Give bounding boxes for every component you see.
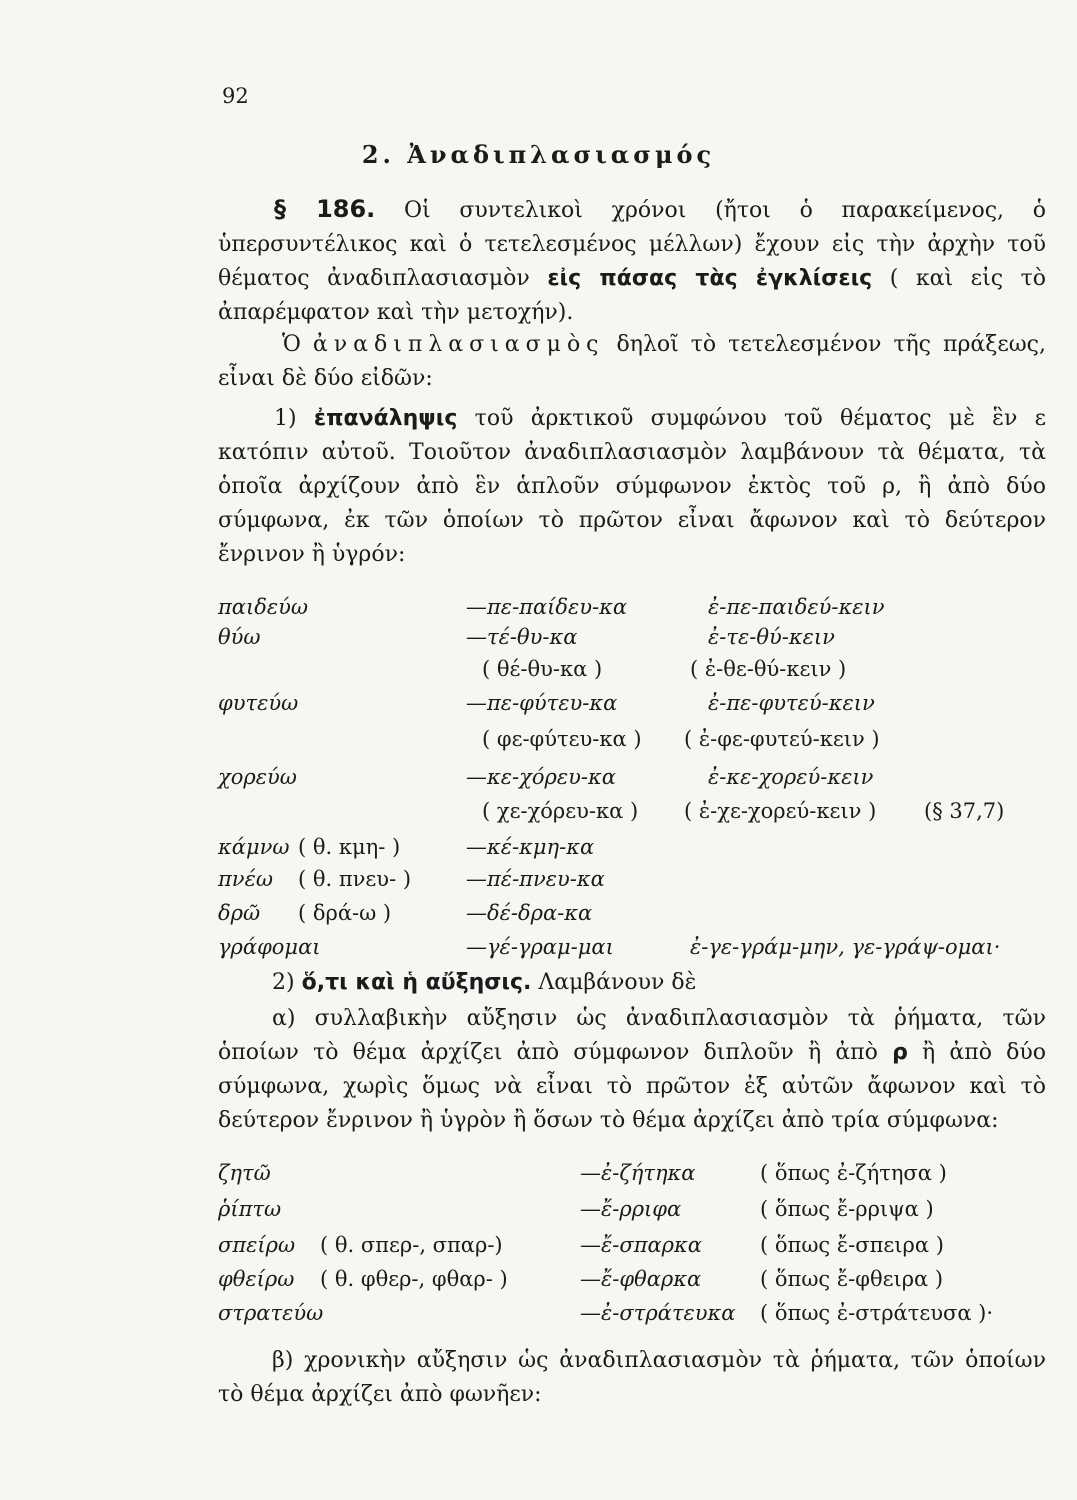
table1-perf: —κε-χόρευ-κα — [466, 765, 616, 789]
table1-verb: φυτεύω — [218, 691, 299, 715]
table2-stem: ( θ. φθερ-, φθαρ- ) — [320, 1267, 508, 1291]
table2-stem: ( θ. σπερ-, σπαρ-) — [320, 1233, 503, 1257]
table2-comparison: ( ὅπως ἔ-φθειρα ) — [760, 1267, 944, 1291]
table1-stem: ( θ. κμη- ) — [298, 835, 401, 859]
table2-comparison: ( ὅπως ἐ-στράτευσα )· — [760, 1301, 994, 1325]
table1-perf: —γέ-γραμ-μαι — [466, 935, 614, 959]
table1-verb: θύω — [218, 625, 261, 649]
table1-perf: —πέ-πνευ-κα — [466, 867, 605, 891]
table1-perf: —τέ-θυ-κα — [466, 625, 578, 649]
table1-plup-alt: ( ἐ-χε-χορεύ-κειν ) — [684, 799, 877, 823]
table1-perf: —πε-φύτευ-κα — [466, 691, 618, 715]
table1-plup: ἐ-πε-φυτεύ-κειν — [708, 691, 875, 715]
item-1-bold: ἐπανάληψις — [313, 406, 458, 431]
page-number: 92 — [222, 84, 249, 108]
item-2a-text2: ἢ ἀπὸ δύο σύμφωνα, χωρὶς ὅμως νὰ εἶναι τὸ πρῶτον ἐξ αὐτῶν ἄφωνον καὶ τὸ δεύτερον ἔνρινον ἢ ὑγρὸν ἢ ὅσων τὸ θέμα ἀρχίζει ἀπὸ τρία σύμφωνα: — [218, 1040, 1046, 1133]
table1-perf-alt: ( φε-φύτευ-κα ) — [482, 727, 642, 751]
table1-plup-alt: ( ἐ-φε-φυτεύ-κειν ) — [684, 727, 880, 751]
table1-plup: ἐ-τε-θύ-κειν — [708, 625, 835, 649]
table2-verb: στρατεύω — [218, 1301, 324, 1325]
table1-verb: κάμνω — [218, 835, 290, 859]
table1-perf-alt: ( θέ-θυ-κα ) — [482, 657, 603, 681]
item-2b: β) χρονικὴν αὔξησιν ὡς ἀναδιπλασιασμὸν τὰ ῥήματα, τῶν ὁποίων τὸ θέμα ἀρχίζει ἀπὸ φωνῆεν: — [218, 1348, 1046, 1407]
table1-perf: —πε-παίδευ-κα — [466, 595, 628, 619]
table1-stem: ( δρά-ω ) — [298, 901, 392, 925]
item-2a-bold: ρ — [892, 1040, 908, 1065]
table1-verb: γράφομαι — [218, 935, 321, 959]
item-2-bold: ὅ,τι καὶ ἡ αὔξησις. — [301, 970, 532, 995]
table1-plup: ἐ-κε-χορεύ-κειν — [708, 765, 874, 789]
item-2a-text1: α) συλλαβικὴν αὔξησιν ὡς ἀναδιπλασιασμὸν τὰ ῥήματα, τῶν ὁποίων τὸ θέμα ἀρχίζει ἀπὸ σύμφωνον διπλοῦν ἢ ἀπὸ — [218, 1006, 1046, 1065]
kinds-rest: δηλοῖ τὸ τετελεσμένον τῆς πράξεως, εἶναι δὲ δύο εἰδῶν: — [218, 332, 1046, 391]
table1-verb: χορεύω — [218, 765, 297, 789]
table1-perf: —δέ-δρα-κα — [466, 901, 593, 925]
table2-perf: —ἔ-σπαρκα — [580, 1233, 702, 1257]
paragraph-186-text2: ( καὶ εἰς τὸ ἀπαρέμφατον καὶ τὴν μετοχήν). — [218, 266, 1046, 325]
table1-verb: παιδεύω — [218, 595, 309, 619]
table1-stem: ( θ. πνευ- ) — [298, 867, 412, 891]
table2-comparison: ( ὅπως ἔ-ρριψα ) — [760, 1197, 934, 1221]
item-2-text: Λαμβάνουν δὲ — [538, 970, 697, 995]
table1-plup: ἐ-γε-γράμ-μην, γε-γράψ-ομαι· — [690, 935, 1001, 959]
item-1-number: 1) — [274, 406, 297, 431]
paragraph-kinds — [218, 328, 1046, 396]
table1-plup-alt: ( ἐ-θε-θύ-κειν ) — [690, 657, 847, 681]
section-title: 2. Ἀναδιπλασιασμός — [361, 140, 716, 169]
table2-verb: ζητῶ — [218, 1161, 271, 1185]
item-2-number: 2) — [272, 970, 295, 995]
table1-perf-alt: ( χε-χόρευ-κα ) — [482, 799, 639, 823]
table2-verb: ῥίπτω — [218, 1197, 282, 1221]
table2-perf: —ἐ-ζήτηκα — [580, 1161, 696, 1185]
table1-perf: —κέ-κμη-κα — [466, 835, 595, 859]
kinds-lead: Ὁ — [282, 332, 301, 357]
item-2a — [218, 1002, 1046, 1138]
table2-perf: —ἔ-ρριφα — [580, 1197, 682, 1221]
section-reference: (§ 37,7) — [924, 799, 1005, 823]
table2-perf: —ἐ-στράτευκα — [580, 1301, 736, 1325]
kinds-spaced-word: ἀναδιπλασιασμὸς — [312, 332, 605, 357]
paragraph-186-bold: εἰς πάσας τὰς ἐγκλίσεις — [547, 266, 873, 291]
table1-plup: ἐ-πε-παιδεύ-κειν — [708, 595, 885, 619]
paragraph-186 — [218, 192, 1046, 330]
item-2 — [218, 966, 1046, 1000]
item-1-text: τοῦ ἀρκτικοῦ συμφώνου τοῦ θέματος μὲ ἓν ε κατόπιν αὐτοῦ. Τοιοῦτον ἀναδιπλασιασμὸν λαμβάνουν τὰ θέματα, τὰ ὁποῖα ἀρχίζουν ἀπὸ ἓν ἁπλοῦν σύμφωνον ἐκτὸς τοῦ ρ, ἢ ἀπὸ δύο σύμφωνα, ἐκ τῶν ὁποίων τὸ πρῶτον εἶναι ἄφωνον καὶ τὸ δεύτερον ἔνρινον ἢ ὑγρόν: — [218, 406, 1046, 567]
table2-verb: φθείρω — [218, 1267, 295, 1291]
table2-verb: σπείρω — [218, 1233, 296, 1257]
paragraph-186-text1: Οἱ συντελικοὶ χρόνοι (ἤτοι ὁ παρακείμενος, ὁ ὑπερσυντέλικος καὶ ὁ τετελεσμένος μέλλων) ἔχουν εἰς τὴν ἀρχὴν τοῦ θέματος ἀναδιπλασιασμὸν — [218, 198, 1046, 291]
table1-verb: πνέω — [218, 867, 273, 891]
table2-comparison: ( ὅπως ἐ-ζήτησα ) — [760, 1161, 947, 1185]
item-1 — [218, 402, 1046, 572]
section-marker: § 186. — [274, 195, 376, 223]
table2-comparison: ( ὅπως ἔ-σπειρα ) — [760, 1233, 944, 1257]
table2-perf: —ἔ-φθαρκα — [580, 1267, 702, 1291]
table1-verb: δρῶ — [218, 901, 261, 925]
